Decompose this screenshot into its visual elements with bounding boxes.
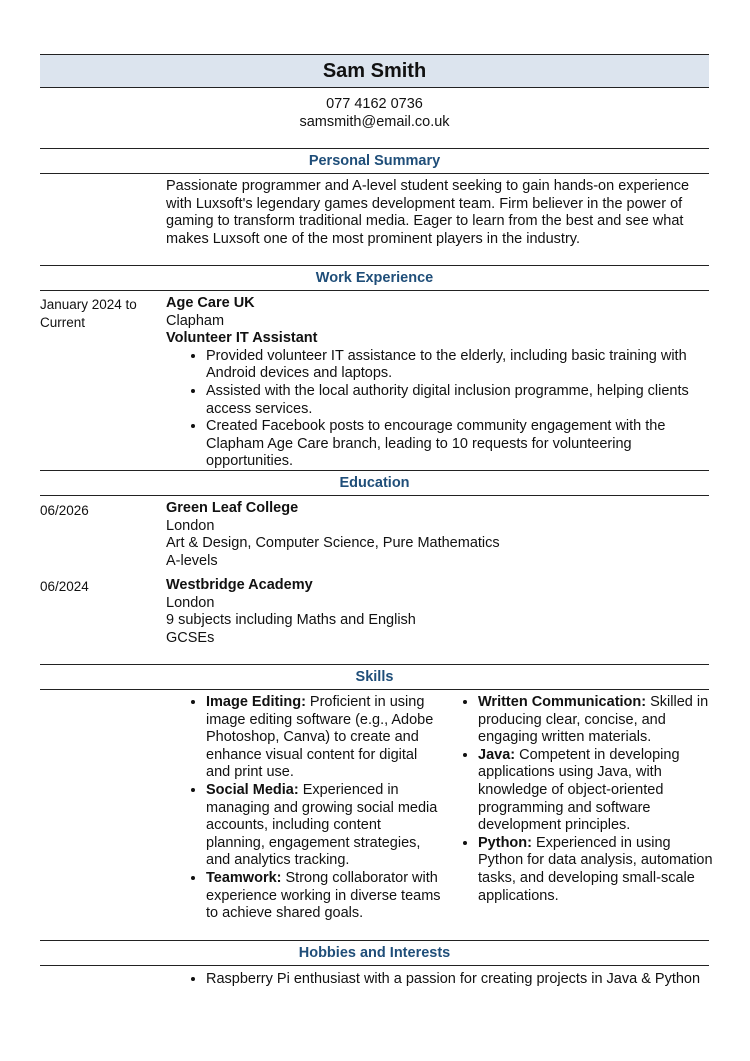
school-name: Westbridge Academy	[166, 577, 313, 593]
job-role: Volunteer IT Assistant	[166, 330, 318, 347]
work-bullet: • Provided volunteer IT assistance to the elderly, including basic training with Android devices and laptops.	[206, 348, 711, 383]
work-bullet-list	[166, 348, 711, 471]
skills-column-left	[166, 694, 442, 923]
school-location: London	[166, 517, 215, 534]
section-heading-hobbies: Hobbies and Interests	[40, 940, 709, 966]
skill-item	[478, 694, 714, 747]
email-address: samsmith@email.co.uk	[299, 114, 450, 130]
education-date: 06/2026	[40, 503, 89, 518]
school-name: Green Leaf College	[166, 500, 299, 516]
skills-column-right	[438, 694, 714, 905]
section-heading-summary: Personal Summary	[40, 148, 709, 174]
school-subjects: 9 subjects including Maths and English	[166, 612, 416, 629]
school-qualification: GCSEs	[166, 629, 215, 646]
skill-item	[478, 835, 714, 905]
work-bullet: • Assisted with the local authority digital inclusion programme, helping clients access services.	[206, 383, 711, 418]
phone-number: 077 4162 0736	[326, 96, 423, 112]
section-heading-skills: Skills	[40, 664, 709, 690]
hobbies-entry	[166, 971, 711, 989]
skill-item	[206, 870, 442, 923]
employer-name: Age Care UK	[166, 295, 255, 311]
skills-list-right	[438, 694, 714, 905]
skill-name: Python:	[478, 834, 532, 851]
school-qualification: A-levels	[166, 552, 218, 569]
skill-description: Skilled in producing clear, concise, and engaging written materials.	[478, 694, 709, 746]
work-entry	[166, 295, 711, 471]
hobbies-list	[166, 971, 711, 989]
skill-description: Experienced in managing and growing social media accounts, including content planning, engagement strategies, and analytics tracking.	[206, 781, 438, 869]
skill-name: Java:	[478, 746, 516, 763]
hobby-item: • Raspberry Pi enthusiast with a passion for creating projects in Java & Python	[206, 971, 711, 989]
name-banner	[40, 54, 709, 88]
skill-description: Experienced in using Python for data analysis, automation tasks, and developing small-scale applications.	[478, 834, 713, 904]
skill-description: Proficient in using image editing software (e.g., Adobe Photoshop, Canva) to create and enhance visual content for digital and print use.	[206, 694, 434, 781]
skill-name: Image Editing:	[206, 694, 306, 710]
skill-name: Social Media:	[206, 781, 299, 798]
skill-item	[206, 782, 442, 870]
skill-name: Teamwork:	[206, 869, 282, 886]
skill-item	[478, 747, 714, 835]
education-entry	[166, 577, 711, 647]
school-subjects: Art & Design, Computer Science, Pure Mathematics	[166, 535, 500, 552]
skill-description: Competent in developing applications using Java, with knowledge of object-oriented programming and software development principles.	[478, 746, 680, 834]
skill-name: Written Communication:	[478, 694, 647, 710]
section-heading-education: Education	[40, 470, 709, 496]
school-location: London	[166, 594, 215, 611]
skill-item	[206, 694, 442, 782]
work-date: January 2024 to Current	[40, 297, 137, 330]
work-bullet: • Created Facebook posts to encourage community engagement with the Clapham Age Care branch, leading to 10 requests for volunteering opportunities.	[206, 418, 711, 471]
employer-location: Clapham	[166, 312, 225, 329]
section-heading-work: Work Experience	[40, 265, 709, 291]
skills-list-left	[166, 694, 442, 923]
summary-text: Passionate programmer and A-level student seeking to gain hands-on experience with Luxsoft's legendary games development team. Firm believer in the power of gaming to transform traditional media. Eager to learn from the best and see what makes Luxsoft one of the most prominent players in the industry.	[166, 178, 690, 247]
skill-description: Strong collaborator with experience working in diverse teams to achieve shared goals.	[206, 869, 441, 922]
education-date: 06/2024	[40, 579, 89, 594]
education-entry	[166, 500, 711, 570]
candidate-name: Sam Smith	[322, 59, 427, 82]
